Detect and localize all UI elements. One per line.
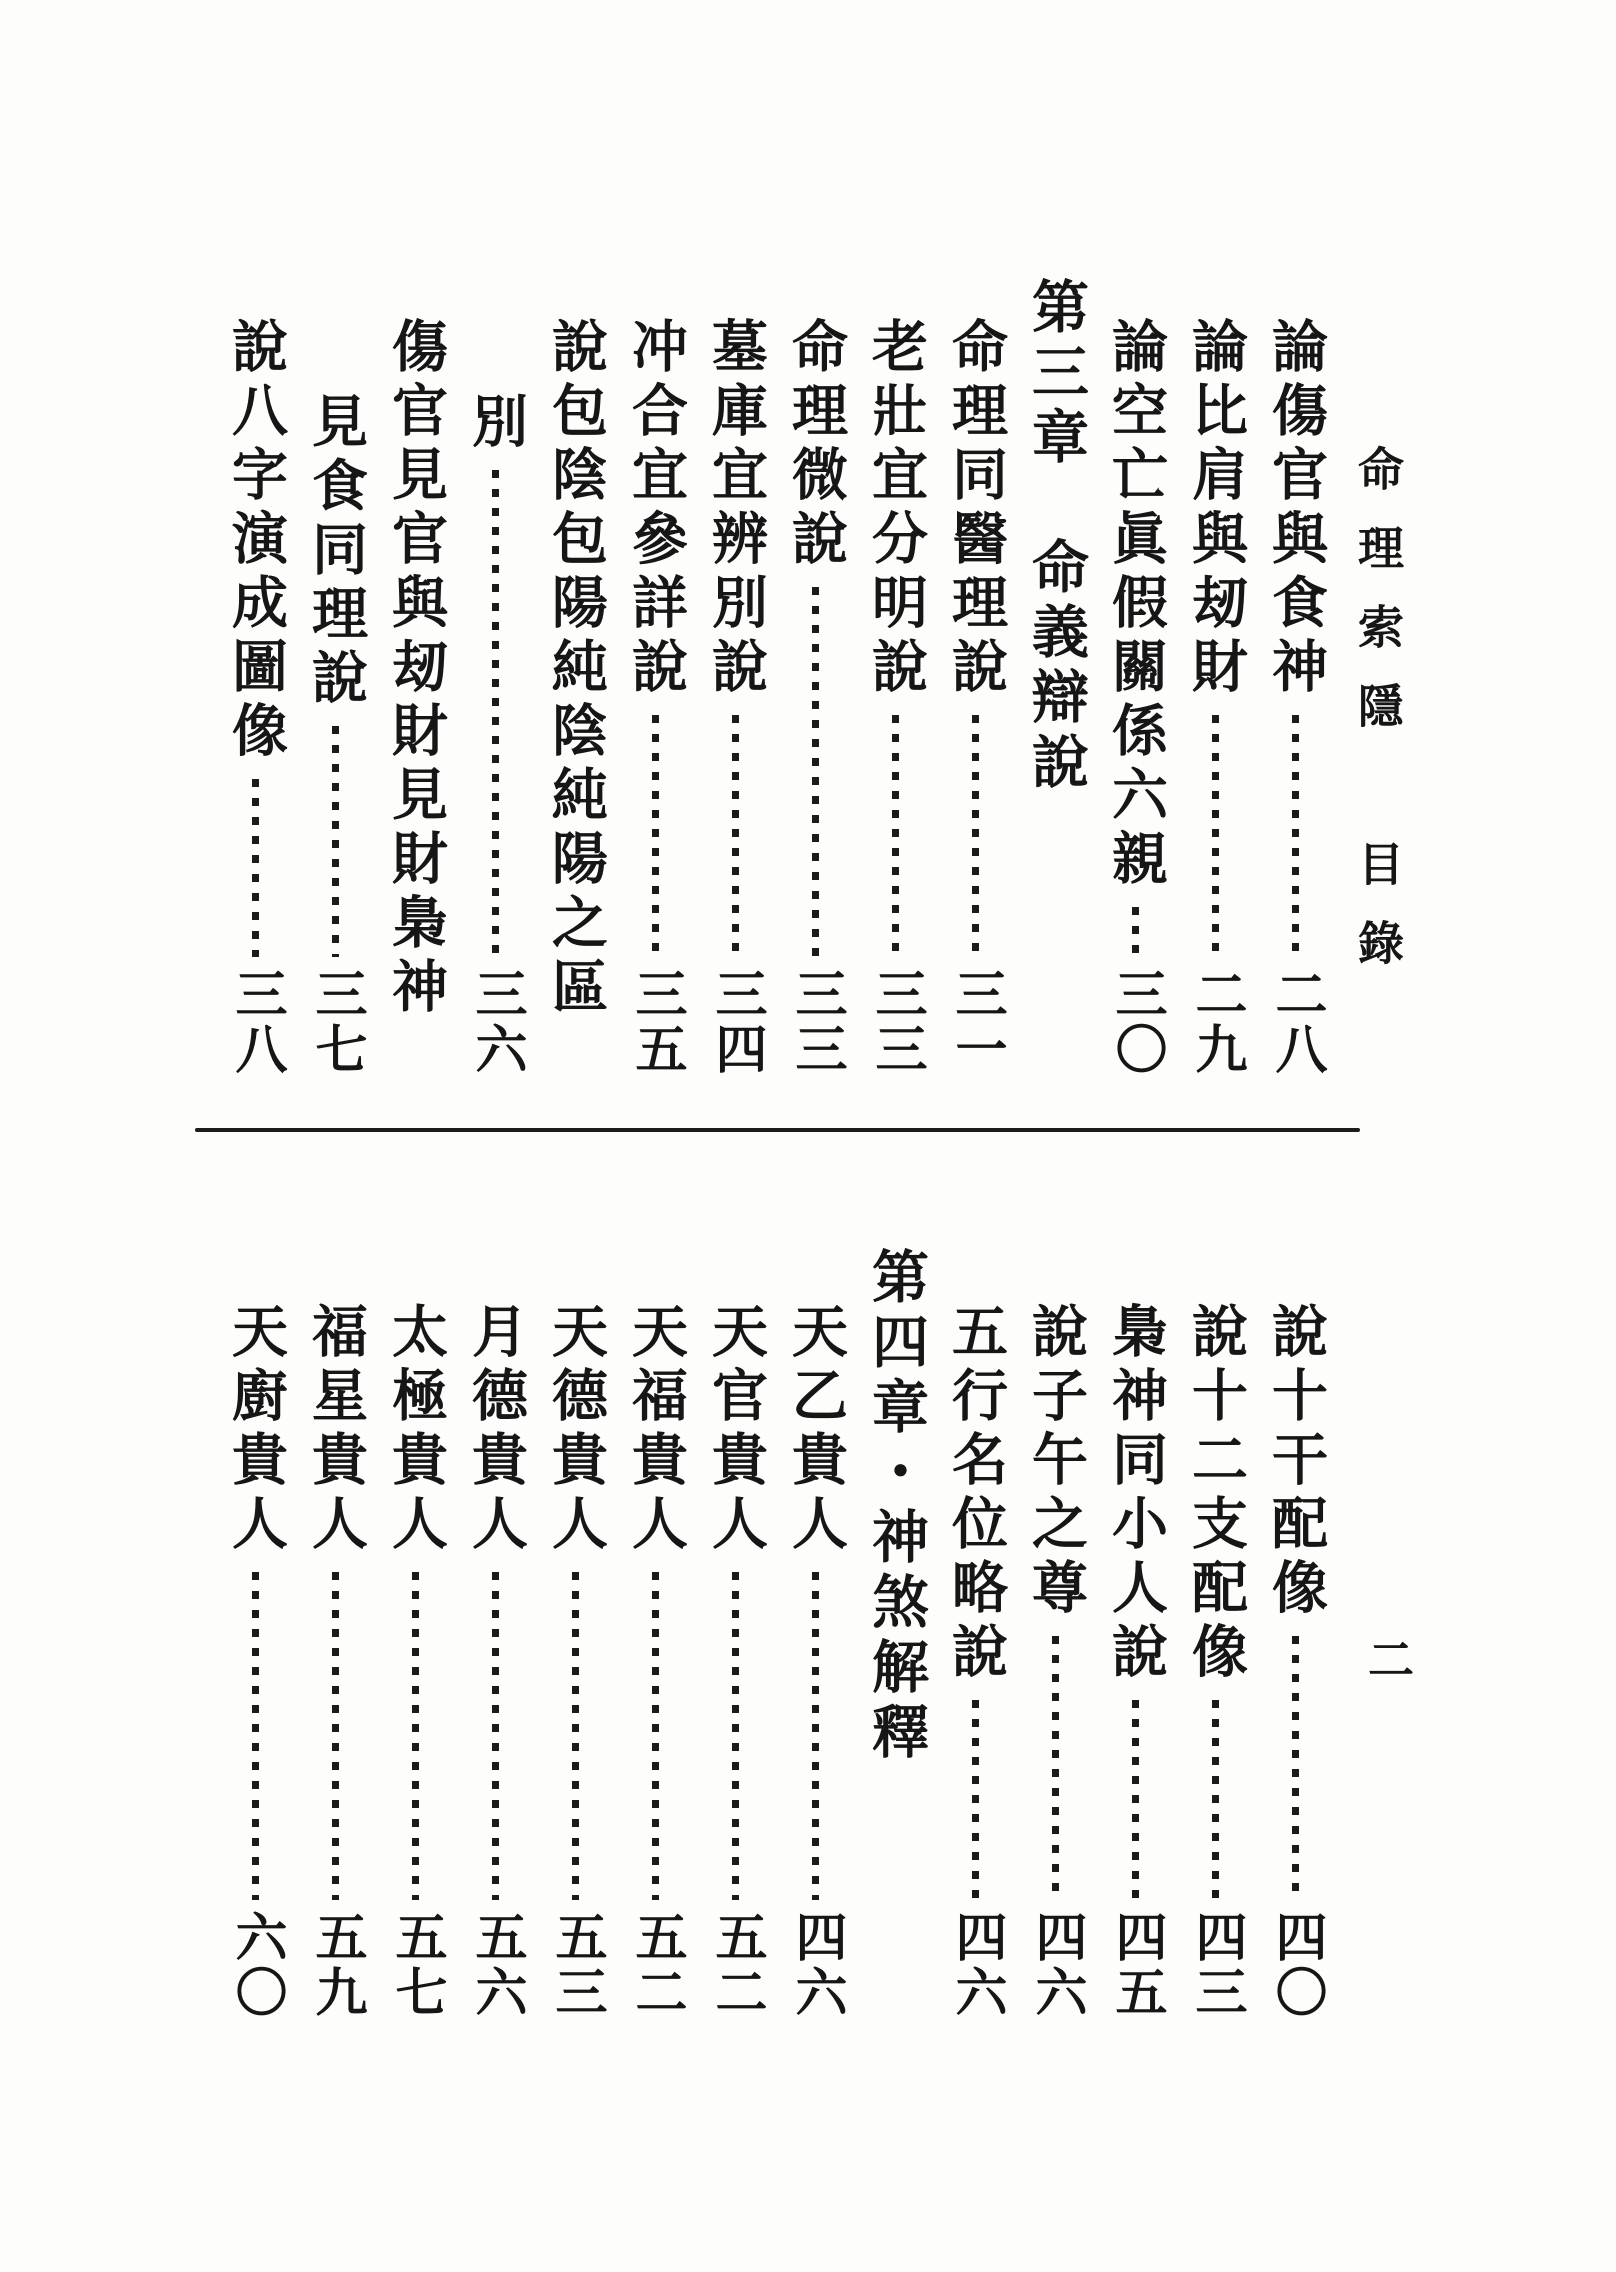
entry-title: 說十干配像 — [1264, 1302, 1326, 1622]
dot-leader — [1212, 1700, 1219, 1900]
toc-entry — [295, 1247, 375, 2020]
toc-entry — [535, 1247, 615, 2020]
toc-entry — [615, 277, 695, 1077]
toc-entry — [1255, 277, 1335, 1077]
toc-entry — [1015, 1247, 1095, 2020]
toc-entry — [215, 277, 295, 1077]
dot-leader — [492, 1572, 499, 1900]
toc-entry — [695, 277, 775, 1077]
dot-leader — [252, 779, 259, 957]
dot-leader — [972, 1700, 979, 1900]
book-title-margin-header: 命理索隱 目錄 — [1352, 445, 1403, 998]
entry-page-number: 四三 — [1187, 1910, 1244, 2020]
entry-page-number: 三三 — [787, 967, 844, 1077]
dot-leader — [412, 1572, 419, 1900]
entry-title: 命理微說 — [784, 317, 846, 573]
entry-title: 說包陰包陽純陰純陽之區 — [544, 317, 606, 1021]
dot-leader — [812, 587, 819, 957]
dot-leader — [812, 1572, 819, 1900]
entry-page-number: 三七 — [307, 967, 364, 1077]
entry-title: 梟神同小人說 — [1104, 1302, 1166, 1686]
chapter-heading — [1015, 277, 1095, 1077]
entry-page-number: 五二 — [627, 1910, 684, 2020]
toc-entry-continuation — [455, 277, 535, 1077]
dot-leader — [1292, 715, 1299, 957]
dot-leader — [332, 726, 339, 957]
entry-page-number: 四六 — [947, 1910, 1004, 2020]
dot-leader — [972, 715, 979, 957]
entry-title: 說子午之尊 — [1024, 1302, 1086, 1622]
folio-page-number: 二 — [1368, 1635, 1414, 1686]
toc-entry — [375, 277, 455, 1077]
toc-entry-continuation — [295, 277, 375, 1077]
entry-title: 命理同醫理說 — [944, 317, 1006, 701]
entry-page-number: 四六 — [787, 1910, 844, 2020]
toc-entry — [775, 1247, 855, 2020]
entry-title: 月德貴人 — [464, 1302, 526, 1558]
toc-entry — [1095, 1247, 1175, 2020]
dot-leader — [892, 715, 899, 957]
toc-entry — [855, 277, 935, 1077]
dot-leader — [732, 1572, 739, 1900]
entry-page-number: 五九 — [307, 1910, 364, 2020]
toc-entry — [695, 1247, 775, 2020]
chapter-heading — [855, 1247, 935, 2020]
entry-page-number: 六〇 — [227, 1910, 284, 2020]
entry-page-number: 四六 — [1027, 1910, 1084, 2020]
entry-page-number: 五二 — [707, 1910, 764, 2020]
entry-page-number: 四〇 — [1267, 1910, 1324, 2020]
entry-title: 墓庫宜辨別說 — [704, 317, 766, 701]
entry-page-number: 五六 — [467, 1910, 524, 2020]
entry-title: 福星貴人 — [304, 1302, 366, 1558]
entry-title: 論空亡眞假關係六親 — [1104, 317, 1166, 893]
entry-title: 老壯宜分明說 — [864, 317, 926, 701]
dot-leader — [572, 1572, 579, 1900]
entry-title: 五行名位略說 — [944, 1302, 1006, 1686]
toc-entry — [1095, 277, 1175, 1077]
entry-page-number: 三三 — [867, 967, 924, 1077]
toc-entry — [1175, 277, 1255, 1077]
entry-page-number: 二八 — [1267, 967, 1324, 1077]
entry-title: 論比肩與刼財 — [1184, 317, 1246, 701]
entry-page-number: 三〇 — [1107, 967, 1164, 1077]
entry-title: 天乙貴人 — [784, 1302, 846, 1558]
entry-title: 傷官見官與刼財見財梟神 — [384, 317, 446, 1021]
entry-page-number: 五七 — [387, 1910, 444, 2020]
toc-section-lower — [215, 1247, 1335, 2020]
toc-entry — [935, 1247, 1015, 2020]
entry-page-number: 三四 — [707, 967, 764, 1077]
dot-leader — [1292, 1636, 1299, 1900]
entry-page-number: 五三 — [547, 1910, 604, 2020]
entry-title: 論傷官與食神 — [1264, 317, 1326, 701]
entry-title: 天福貴人 — [624, 1302, 686, 1558]
dot-leader — [1212, 715, 1219, 957]
dot-leader — [332, 1572, 339, 1900]
entry-title: 天德貴人 — [544, 1302, 606, 1558]
dot-leader — [492, 470, 499, 957]
entry-title: 冲合宜參詳說 — [624, 317, 686, 701]
toc-entry — [375, 1247, 455, 2020]
dot-leader — [252, 1572, 259, 1900]
entry-page-number: 三一 — [947, 967, 1004, 1077]
entry-title: 見食同理說 — [304, 392, 366, 712]
toc-entry — [935, 277, 1015, 1077]
dot-leader — [1052, 1636, 1059, 1900]
dot-leader — [652, 715, 659, 957]
dot-leader — [652, 1572, 659, 1900]
entry-title: 第四章・神煞解釋 — [863, 1247, 927, 1767]
entry-page-number: 二九 — [1187, 967, 1244, 1077]
section-divider-rule — [195, 1128, 1360, 1132]
entry-page-number: 四五 — [1107, 1910, 1164, 2020]
dot-leader — [732, 715, 739, 957]
toc-entry — [455, 1247, 535, 2020]
toc-entry — [215, 1247, 295, 2020]
toc-entry — [1175, 1247, 1255, 2020]
dot-leader — [1132, 907, 1139, 957]
entry-page-number: 三六 — [467, 967, 524, 1077]
toc-entry — [535, 277, 615, 1077]
entry-title: 天廚貴人 — [224, 1302, 286, 1558]
toc-entry — [1255, 1247, 1335, 2020]
entry-title: 說八字演成圖像 — [224, 317, 286, 765]
entry-page-number: 三八 — [227, 967, 284, 1077]
dot-leader — [1132, 1700, 1139, 1900]
toc-entry — [615, 1247, 695, 2020]
entry-title: 天官貴人 — [704, 1302, 766, 1558]
entry-title: 第三章 命義辯說 — [1023, 277, 1087, 797]
entry-title: 說十二支配像 — [1184, 1302, 1246, 1686]
toc-section-upper — [215, 277, 1335, 1077]
toc-entry — [775, 277, 855, 1077]
entry-title: 別 — [464, 392, 526, 456]
entry-page-number: 三五 — [627, 967, 684, 1077]
entry-title: 太極貴人 — [384, 1302, 446, 1558]
